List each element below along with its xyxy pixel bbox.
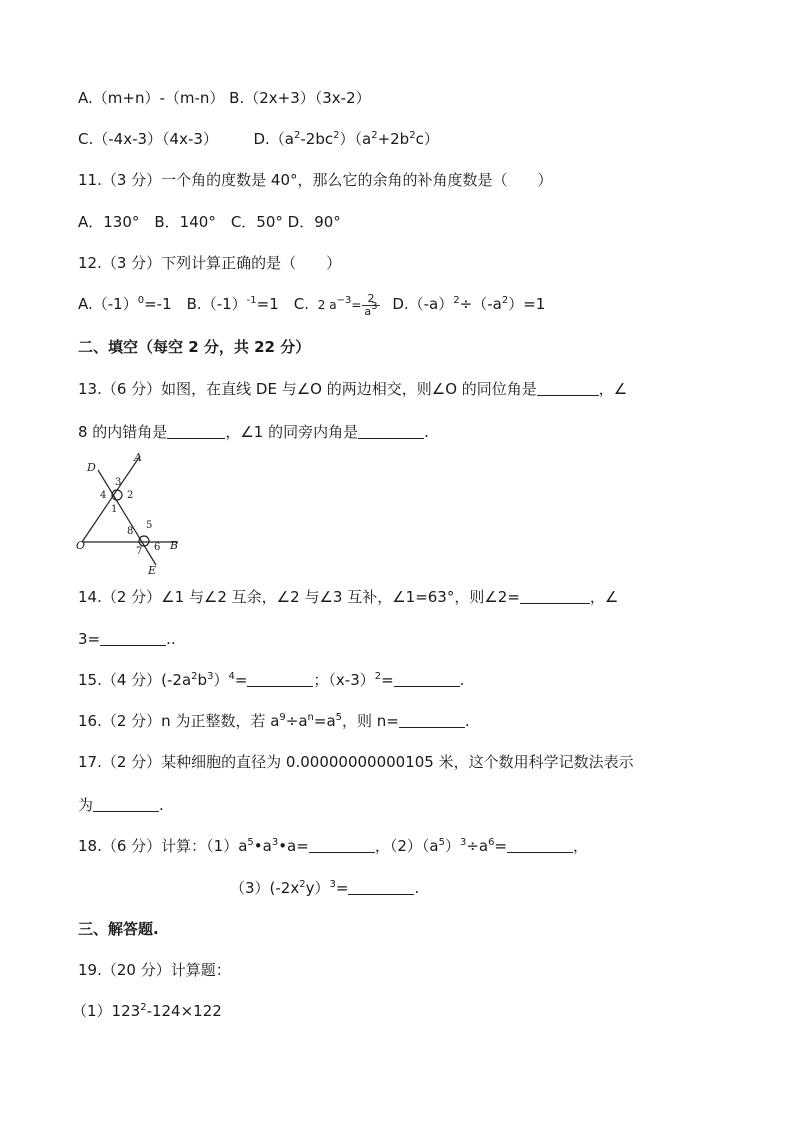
q13-line-2-c: . <box>424 423 429 441</box>
q17-blank[interactable] <box>93 795 159 812</box>
label-e: E <box>148 564 157 577</box>
label-b: B <box>170 539 179 552</box>
q10-option-d: $D.(a^2-2bc^2)(a^2+2b^2c)$ <box>253 130 439 148</box>
q19-part-1: $(1)123^2-124\times 122$ <box>72 1002 222 1020</box>
q14-line-2-a: 3= <box>78 630 101 648</box>
q14-line-2-b: .. <box>166 630 176 648</box>
q12-stem-text: 12.（3 分）下列计算正确的是（ ） <box>78 254 342 272</box>
q18-blank-2[interactable] <box>507 836 573 853</box>
q17-line-1-text: 17.（2 分）某种细胞的直径为 0.00000000000105 米，这个数用科学记数法表示 <box>78 753 634 771</box>
q13-figure <box>74 450 184 578</box>
q11-stem-text: 11.（3 分）一个角的度数是 40°，那么它的余角的补角度数是（ ） <box>78 171 553 189</box>
q15-blank-1[interactable] <box>247 670 313 687</box>
section-2-heading-text: 二、填空（每空 2 分，共 22 分） <box>78 338 311 356</box>
q14-line-1 <box>78 587 618 607</box>
q12-options <box>78 293 545 318</box>
angle-7: 7 <box>136 546 143 557</box>
angle-6: 6 <box>154 542 161 553</box>
q12-option-c-formula: 2 $a^{-3}=$ $\frac{2}{a^3}$ <box>317 292 378 318</box>
q12-stem <box>78 253 341 273</box>
q10-options-line-2 <box>78 129 439 149</box>
q11-options <box>78 212 341 232</box>
q14-blank-1[interactable] <box>520 587 590 604</box>
q13-blank-1[interactable] <box>537 379 599 396</box>
q13-line-2 <box>78 422 429 442</box>
q16-blank[interactable] <box>399 711 465 728</box>
section-2-heading <box>78 337 310 357</box>
q13-line-2-a: 8 的内错角是 <box>78 423 168 441</box>
angle-8: 8 <box>127 526 134 537</box>
angle-3: 3 <box>115 477 122 488</box>
q11-options-text: A．130° B．140° C．50° D．90° <box>78 213 341 231</box>
q18-line-2: $(3)(-2x^2y)^3=$ . <box>230 879 420 897</box>
q14-line-1-a: 14.（2 分）∠1 与∠2 互余，∠2 与∠3 互补，∠1=63°，则∠2= <box>78 588 520 606</box>
q13-blank-3[interactable] <box>358 422 424 439</box>
angle-2: 2 <box>127 490 134 501</box>
q13-line-1 <box>78 379 627 399</box>
q13-line-1-text: 13.（6 分）如图，在直线 DE 与∠O 的两边相交，则∠O 的同位角是 <box>78 380 537 398</box>
label-a: A <box>134 451 142 464</box>
q13-line-1-end: ，∠ <box>598 380 628 398</box>
q18-blank-1[interactable] <box>309 836 375 853</box>
q18-blank-3[interactable] <box>348 878 414 895</box>
q15-blank-2[interactable] <box>394 670 460 687</box>
q10-option-ab: A.（m+n）-（m-n） B.（2x+3）（3x-2） <box>78 89 371 107</box>
q10-options-line-1 <box>78 88 371 108</box>
q18-line-1: 18.（6 分）计算：$(1)a^5•a^3•a=$ ，$(2)(a^5)^3\div a^6=$ ， <box>78 837 589 855</box>
q16: 16.（2 分）n 为正整数，若 $a^9\div a^n=a^5$，则 n= . <box>78 712 470 730</box>
section-3-heading-text: 三、解答题. <box>78 920 159 938</box>
q17-line-1 <box>78 752 634 772</box>
line-de <box>98 470 156 565</box>
q14-line-2 <box>78 629 176 649</box>
section-3-heading <box>78 919 159 939</box>
q11-stem <box>78 170 553 190</box>
q10-option-c: C.（-4x-3）（4x-3） <box>78 130 218 148</box>
q19-stem <box>78 960 231 980</box>
angle-4: 4 <box>100 490 107 501</box>
q13-blank-2[interactable] <box>167 422 225 439</box>
q13-line-2-b: ，∠1 的同旁内角是 <box>225 423 359 441</box>
q19-stem-text: 19.（20 分）计算题： <box>78 961 231 979</box>
angle-1: 1 <box>111 504 118 515</box>
q12-option-d: $D.(-a)^2\div(-a^2)=1$ <box>392 295 546 313</box>
q14-blank-2[interactable] <box>100 629 166 646</box>
label-d: D <box>87 461 96 474</box>
q15: 15.（4 分）$(-2a^2b^3)^4=$ ；$(x-3)^2=$ . <box>78 671 465 689</box>
q14-line-1-b: ，∠ <box>589 588 619 606</box>
label-o: O <box>76 539 86 552</box>
angle-5: 5 <box>146 520 153 531</box>
q12-option-ab: $A.(-1)^0=-1$ $B.(-1)^{-1}=1$ C. <box>78 295 309 313</box>
q17-line-2: 为 . <box>78 796 164 814</box>
